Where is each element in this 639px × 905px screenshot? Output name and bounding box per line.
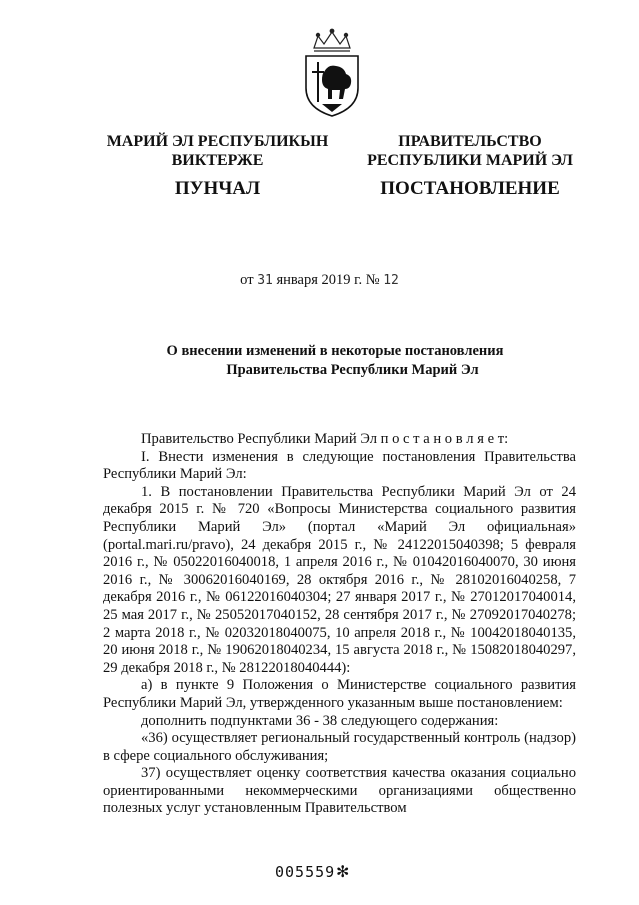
ornament-icon: ✻: [336, 864, 350, 881]
paragraph-section-1: I. Внести изменения в следующие постановления Правительства Республики Марий Эл:: [103, 448, 576, 483]
date-line: [0, 272, 639, 289]
doc-type-right: ПОСТАНОВЛЕНИЕ: [380, 178, 560, 199]
date-middle: января 2019 г. №: [272, 272, 384, 288]
header-left-line1: МАРИЙ ЭЛ РЕСПУБЛИКЫН: [106, 133, 329, 150]
coat-of-arms-emblem: [300, 28, 364, 118]
paragraph-subitem-a: а) в пункте 9 Положения о Министерстве социального развития Республики Марий Эл, утвержденного указанным выше постановлением:: [103, 677, 576, 711]
paragraph-decree: Правительство Республики Марий Эл п о с т а н о в л я е т:: [141, 431, 509, 447]
paragraph-37: 37) осуществляет оценку соответствия качества оказания социально ориентированными некоммерческими организациями общественно полезных услуг установленным Правительством: [103, 765, 576, 817]
date-day: 31: [257, 273, 273, 288]
title-line2: Правительства Республики Марий Эл: [226, 362, 479, 378]
document-body: [103, 431, 576, 818]
header-right-block: [355, 132, 585, 170]
header-left-line2: ВИКТЕРЖЕ: [171, 152, 264, 169]
header-right-line2: РЕСПУБЛИКИ МАРИЙ ЭЛ: [367, 152, 573, 169]
paragraph-36: «36) осуществляет региональный государственный контроль (надзор) в сфере социального обслуживания;: [103, 730, 576, 764]
title-line1: О внесении изменений в некоторые постановления: [166, 343, 504, 359]
date-prefix: от: [240, 272, 258, 288]
header-right-line1: ПРАВИТЕЛЬСТВО: [398, 133, 542, 150]
form-serial-number: 005559: [275, 863, 336, 881]
paragraph-supplement: дополнить подпунктами 36 - 38 следующего содержания:: [141, 712, 499, 729]
doc-type-left: ПУНЧАЛ: [174, 178, 261, 199]
header-left-block: [95, 132, 340, 170]
paragraph-item-1: 1. В постановлении Правительства Республики Марий Эл от 24 декабря 2015 г. № 720 «Вопросы Министерства социального развития Республики Марий Эл» (портал «Марий Эл официальная» (portal.mari.ru/pravo), 24 декабря 2015 г., № 24122015040398; 5 февраля 2016 г., № 05022016040018, 1 апреля 2016 г., № 01042016040070, 30 июня 2016 г., № 30062016040169, 28 октября 2016 г., № 28102016040258, 7 декабря 2016 г., № 06122016040304; 27 января 2017 г., № 27012017040014, 25 мая 2017 г., № 25052017040152, 28 сентября 2017 г., № 27092017040278; 2 марта 2018 г., № 02032018040075, 10 апреля 2018 г., № 10042018040135, 20 июня 2018 г., № 19062018040234, 15 августа 2018 г., № 15082018040297, 29 декабря 2018 г., № 28122018040444):: [103, 483, 576, 676]
document-title: [120, 342, 550, 380]
document-number: 12: [383, 273, 399, 288]
